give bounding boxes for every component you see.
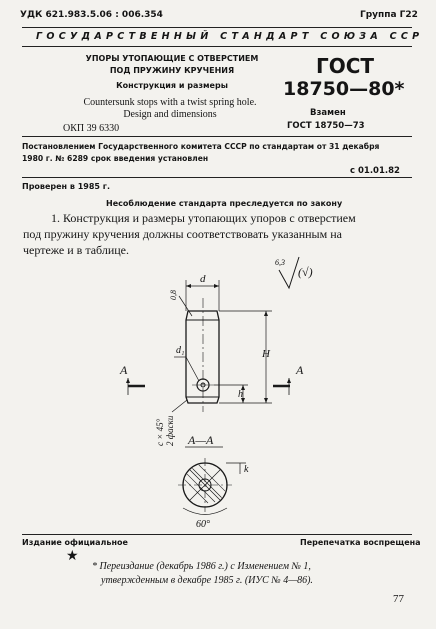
footer-rule — [22, 534, 412, 535]
d1-leader — [186, 357, 199, 381]
title-en-line1: Countersunk stops with a twist spring hole. — [83, 97, 257, 108]
cut-arrow-left-head — [126, 378, 130, 383]
udk-code: УДК 621.983.5.06 : 006.354 — [20, 10, 163, 20]
official-edition: Издание официальное — [22, 538, 128, 547]
clause-1-line1: 1. Конструкция и размеры утопающих упоров с отверстием — [51, 211, 356, 225]
roughness-value: 6,3 — [275, 258, 285, 267]
section-mark-right: А — [296, 363, 304, 377]
group-code: Группа Г22 — [360, 10, 418, 20]
dim-k-label: k — [244, 464, 249, 475]
stop-body-outline — [186, 311, 219, 403]
dim-chamfer-top-label: 0,8 — [169, 290, 178, 300]
title-ru-line2: ПОД ПРУЖИНУ КРУЧЕНИЯ — [109, 66, 235, 75]
dim-d1-label: d₁ — [176, 345, 185, 356]
clause-1-line2: под пружину кручения должны соответствовать указанным на — [23, 227, 342, 241]
reissue-note-line1: * Переиздание (декабрь 1986 г.) с Изменением № 1, — [92, 561, 311, 572]
chamfer-top-leader — [179, 296, 192, 316]
title-ru-sub: Конструкция и размеры — [116, 81, 228, 90]
dim-d-label: d — [200, 273, 206, 285]
page-number: 77 — [393, 593, 404, 605]
H-arrow-top — [264, 311, 268, 316]
roughness-note: (√) — [298, 265, 313, 279]
violation-note: Несоблюдение стандарта преследуется по закону — [106, 199, 343, 208]
section-title: А—А — [188, 433, 214, 447]
dim-h-label: h — [238, 389, 243, 400]
d-arrow-left — [186, 284, 191, 288]
checked-note: Проверен в 1985 г. — [22, 182, 110, 191]
standard-banner: ГОСУДАРСТВЕННЫЙ СТАНДАРТ СОЮЗА ССР — [36, 31, 424, 42]
cut-arrow-right-head — [287, 378, 291, 383]
decree-line2: 1980 г. № 6289 срок введения установлен — [22, 154, 209, 163]
replaces-label: Взамен — [310, 108, 346, 118]
decree-line1: Постановлением Государственного комитета СССР по стандартам от 31 декабря — [22, 142, 380, 151]
reissue-note-line2: утвержденным в декабре 1985 г. (ИУС № 4—86). — [101, 575, 313, 586]
dim-H-label: H — [262, 348, 270, 360]
d-arrow-right — [214, 284, 219, 288]
edition-star: ★ — [66, 548, 79, 564]
chamfer-bottom-leader — [172, 400, 187, 412]
gost-label: ГОСТ — [316, 54, 375, 78]
decree-date: с 01.01.82 — [350, 166, 400, 176]
angle-label: 60° — [196, 519, 210, 530]
okp-code: ОКП 39 6330 — [63, 123, 120, 134]
chamfer-note-line2: 2 фаски — [165, 415, 175, 446]
H-arrow-bottom — [264, 398, 268, 403]
title-ru-line1: УПОРЫ УТОПАЮЩИЕ С ОТВЕРСТИЕМ — [85, 54, 259, 63]
reissue-note — [92, 560, 313, 588]
reprint-prohibited: Перепечатка воспрещена — [300, 538, 421, 547]
clause-1-line3: чертеже и в таблице. — [23, 243, 130, 257]
gost-number: 18750—80* — [283, 78, 405, 100]
section-mark-left: А — [120, 363, 128, 377]
replaces-standard: ГОСТ 18750—73 — [287, 121, 365, 131]
chamfer-note-line1: c × 45° — [155, 418, 165, 446]
title-en-line2: Design and dimensions — [123, 109, 217, 120]
